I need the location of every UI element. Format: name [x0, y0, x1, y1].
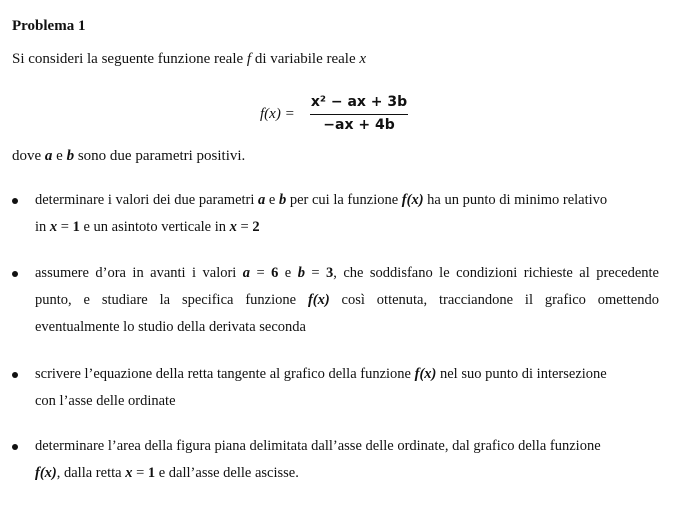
task-line: determinare l’area della figura piana delimitata dall’asse delle ordinate, dal grafico della funzione	[35, 438, 601, 454]
task-item-1	[35, 187, 659, 241]
task-item-2	[35, 260, 659, 341]
task-line: in x = 1 e un asintoto verticale in x = 2	[35, 219, 260, 235]
bullet-dot	[12, 372, 18, 378]
task-line: assumere d’ora in avanti i valori a = 6 e b = 3, che soddisfano le condizioni richieste al precedente	[35, 265, 659, 281]
task-item-3	[35, 361, 659, 415]
bullet-dot	[12, 444, 18, 450]
task-line: determinare i valori dei due parametri a e b per cui la funzione f(x) ha un punto di minimo relativo	[35, 192, 608, 208]
formula-numerator: x² − ax + 3b	[310, 94, 408, 110]
formula-denominator: −ax + 4b	[323, 117, 395, 133]
task-item-4	[35, 433, 659, 487]
task-line: punto, e studiare la specifica funzione f(x) così ottenuta, tracciandone il grafico omettendo	[35, 292, 659, 308]
task-line: con l’asse delle ordinate	[35, 393, 176, 409]
bullet-dot	[12, 198, 18, 204]
fraction-bar	[310, 114, 408, 115]
task-line: scrivere l’equazione della retta tangente al grafico della funzione f(x) nel suo punto di intersezione	[35, 366, 607, 382]
task-line: eventualmente lo studio della derivata seconda	[35, 319, 306, 335]
task-line: f(x), dalla retta x = 1 e dall’asse delle ascisse.	[35, 465, 299, 481]
problem-title: Problema 1	[12, 18, 86, 34]
bullet-dot	[12, 271, 18, 277]
formula-fraction	[310, 94, 408, 133]
parameters-note: dove a e b sono due parametri positivi.	[12, 148, 246, 164]
intro-text: Si consideri la seguente funzione reale f di variabile reale x	[12, 51, 367, 67]
function-formula	[260, 94, 420, 138]
formula-lhs: f(x) =	[260, 106, 295, 122]
